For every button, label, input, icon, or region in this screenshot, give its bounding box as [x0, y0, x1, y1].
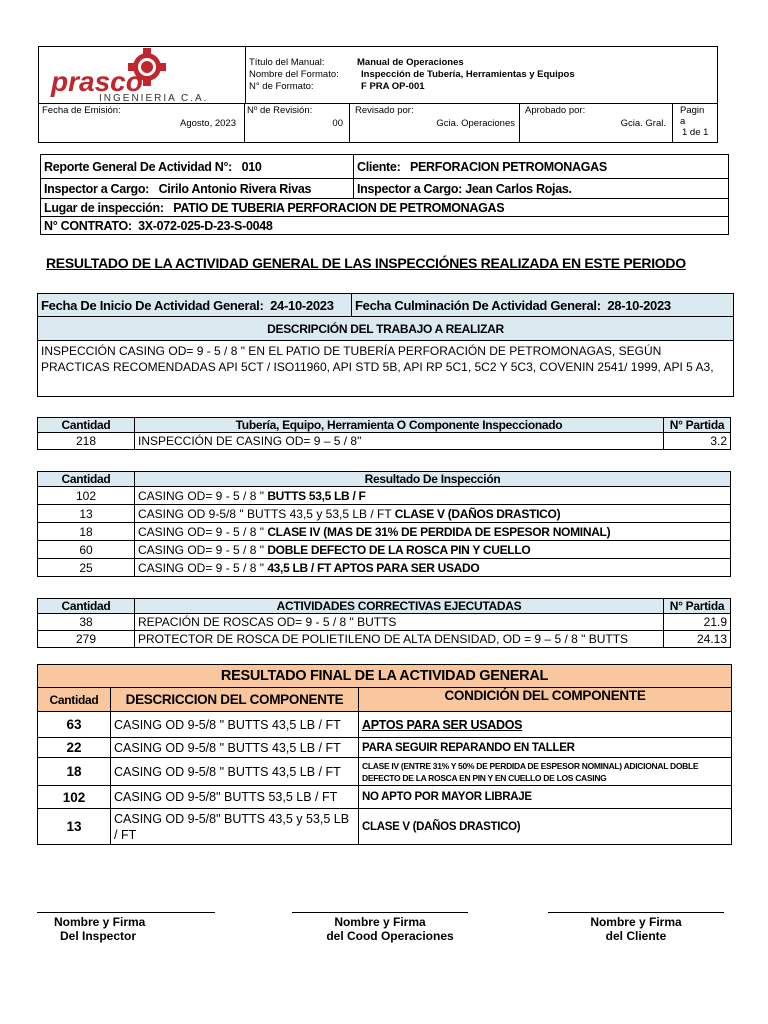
- final-title: RESULTADO FINAL DE LA ACTIVIDAD GENERAL: [38, 665, 732, 688]
- descripcion-text: INSPECCIÓN CASING OD= 9 - 5 / 8 " EN EL PATIO DE TUBERÍA PERFORACIÓN DE PETROMONAGAS, SEGÚN PRACTICAS RECOMENDADAS API 5CT / ISO11960, API STD 5B, API RP 5C1, 5C2 Y 5C3, COVENIN 2541/ 1999, API 5 A3,: [38, 341, 734, 397]
- company-logo: [39, 47, 246, 103]
- inspector2-cell: Inspector a Cargo: Jean Carlos Rojas.: [354, 179, 729, 199]
- fecha-fin-cell: Fecha Culminación De Actividad General: 28-10-2023: [352, 294, 734, 317]
- info-table: [40, 154, 729, 235]
- logo-subtitle: INGENIERIA C.A.: [99, 93, 209, 103]
- col-componente: Tubería, Equipo, Herramienta O Componente Inspeccionado: [135, 418, 664, 433]
- titulo-value: Manual de Operaciones: [357, 57, 464, 68]
- firma-inspector-line1: Nombre y Firma: [54, 915, 146, 929]
- col-partida: N° Partida: [664, 599, 731, 614]
- revisado-label: Revisado por:: [355, 105, 414, 116]
- correctivas-table: [37, 598, 731, 648]
- pagina-value: 1 de 1: [682, 127, 709, 138]
- col-partida: N° Partida: [664, 418, 731, 433]
- lugar-cell: Lugar de inspección: PATIO DE TUBERIA PERFORACION DE PETROMONAGAS: [41, 199, 729, 217]
- reporte-cell: Reporte General De Actividad N°: 010: [41, 155, 354, 179]
- table-row: 218 INSPECCIÓN DE CASING OD= 9 – 5 / 8" 3.2: [38, 433, 731, 450]
- col-cantidad: Cantidad: [38, 418, 135, 433]
- gear-logo-icon: [39, 47, 245, 103]
- inspector1-cell: Inspector a Cargo: Cirilo Antonio Rivera Rivas: [41, 179, 354, 199]
- final-table: [37, 664, 732, 845]
- table-row: 60 CASING OD= 9 - 5 / 8 " DOBLE DEFECTO DE LA ROSCA PIN Y CUELLO: [38, 541, 731, 559]
- col-condicion: CONDICIÓN DEL COMPONENTE: [359, 688, 732, 712]
- table-row: 102 CASING OD= 9 - 5 / 8 " BUTTS 53,5 LB / F: [38, 487, 731, 505]
- aprobado-label: Aprobado por:: [525, 105, 586, 116]
- col-actividades: ACTIVIDADES CORRECTIVAS EJECUTADAS: [135, 599, 664, 614]
- revision-row: [39, 103, 717, 143]
- table-row: 18 CASING OD= 9 - 5 / 8 " CLASE IV (MAS DE 31% DE PERDIDA DE ESPESOR NOMINAL): [38, 523, 731, 541]
- col-descripcion: DESCRICCION DEL COMPONENTE: [111, 688, 359, 712]
- formato-label: Nombre del Formato:: [249, 69, 339, 80]
- table-row: 279 PROTECTOR DE ROSCA DE POLIETILENO DE ALTA DENSIDAD, OD = 9 – 5 / 8 " BUTTS 24.13: [38, 631, 731, 648]
- nro-formato-label: N° de Formato:: [249, 81, 314, 92]
- table-row: 102 CASING OD 9-5/8" BUTTS 53,5 LB / FT NO APTO POR MAYOR LIBRAJE: [38, 786, 732, 809]
- col-cantidad: Cantidad: [38, 472, 135, 487]
- formato-value: Inspección de Tubería, Herramientas y Equipos: [361, 69, 575, 80]
- firma-cliente: [546, 912, 726, 943]
- table-row: 25 CASING OD= 9 - 5 / 8 " 43,5 LB / FT APTOS PARA SER USADO: [38, 559, 731, 577]
- fecha-emision-value: Agosto, 2023: [180, 118, 236, 129]
- contrato-cell: N° CONTRATO: 3X-072-025-D-23-S-0048: [41, 217, 729, 235]
- table-row: 18 CASING OD 9-5/8 " BUTTS 43,5 LB / FT CLASE IV (ENTRE 31% Y 50% DE PERDIDA DE ESPESOR NOMINAL) ADICIONAL DOBLE DEFECTO DE LA ROSCA EN PIN Y EN CUELLO DE LOS CASING: [38, 758, 732, 786]
- aprobado-value: Gcia. Gral.: [620, 118, 666, 129]
- document-header: [38, 46, 718, 143]
- table-row: 22 CASING OD 9-5/8 " BUTTS 43,5 LB / FT PARA SEGUIR REPARANDO EN TALLER: [38, 738, 732, 758]
- main-title: RESULTADO DE LA ACTIVIDAD GENERAL DE LAS INSPECCIÓNES REALIZADA EN ESTE PERIODO: [46, 255, 686, 271]
- logo-wordmark: prasco: [51, 66, 143, 97]
- firma-operaciones-line1: Nombre y Firma: [334, 915, 426, 929]
- inspeccionado-table: [37, 417, 731, 450]
- revision-label: Nº de Revisión:: [247, 105, 313, 116]
- manual-info: [249, 57, 575, 93]
- table-row: 13 CASING OD 9-5/8" BUTTS 43,5 y 53,5 LB / FT CLASE V (DAÑOS DRASTICO): [38, 809, 732, 845]
- nro-formato-value: F PRA OP-001: [361, 81, 425, 92]
- firma-operaciones: [290, 912, 470, 943]
- firma-inspector: [36, 912, 216, 943]
- revisado-value: Gcia. Operaciones: [436, 118, 515, 129]
- firma-inspector-line2: Del Inspector: [60, 929, 137, 943]
- col-resultado: Resultado De Inspección: [135, 472, 731, 487]
- firma-cliente-line2: del Cliente: [605, 929, 667, 943]
- fechas-table: [37, 293, 734, 397]
- titulo-label: Título del Manual:: [249, 57, 325, 68]
- pagina-label: Pagin a: [680, 105, 705, 127]
- cliente-cell: Cliente: PERFORACION PETROMONAGAS: [354, 155, 729, 179]
- table-row: 13 CASING OD 9-5/8 " BUTTS 43,5 y 53,5 LB / FT CLASE V (DAÑOS DRASTICO): [38, 505, 731, 523]
- col-cantidad: Cantidad: [38, 688, 111, 712]
- revision-value: 00: [332, 118, 343, 129]
- col-cantidad: Cantidad: [38, 599, 135, 614]
- table-row: 63 CASING OD 9-5/8 " BUTTS 43,5 LB / FT APTOS PARA SER USADOS: [38, 712, 732, 738]
- firma-cliente-line1: Nombre y Firma: [590, 915, 682, 929]
- table-row: 38 REPACIÓN DE ROSCAS OD= 9 - 5 / 8 " BUTTS 21.9: [38, 614, 731, 631]
- firma-operaciones-line2: del Cood Operaciones: [326, 929, 454, 943]
- descripcion-title: DESCRIPCIÓN DEL TRABAJO A REALIZAR: [38, 317, 734, 341]
- resultado-table: [37, 471, 731, 577]
- fecha-inicio-cell: Fecha De Inicio De Actividad General: 24-10-2023: [38, 294, 352, 317]
- fecha-emision-label: Fecha de Emisión:: [42, 105, 121, 116]
